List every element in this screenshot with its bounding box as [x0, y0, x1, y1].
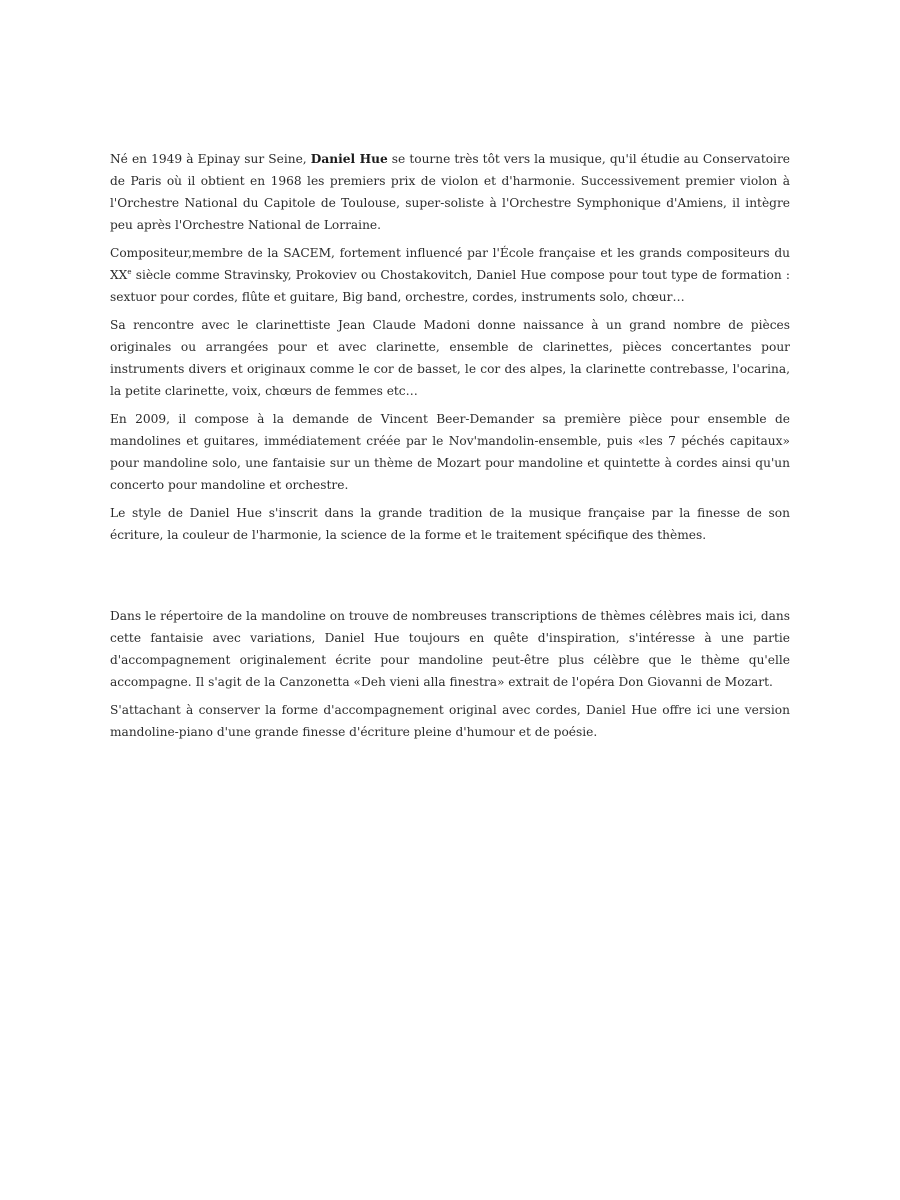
biography-career-text: se tourne très tôt vers la musique, qu'il étudie au Conservatoire de Paris où il obtient en 1968 les premiers prix de violon et d'harmonie. Successivement premier violon à l'Orchestre National du Capitole de Toulouse, super-soliste à l'Orchestre Symphonique d'Amiens, il intègre peu après l'Orchestre National de Lorraine. [110, 152, 790, 232]
biography-paragraph-3: Sa rencontre avec le clarinettiste Jean Claude Madoni donne naissance à un grand nombre de pièces originales ou arrangées pour et avec clarinette, ensemble de clarinettes, pièces concertantes pour instruments divers et originaux comme le cor de basset, le cor des alpes, la clarinette contrebasse, l'ocarina, la petite clarinette, voix, chœurs de femmes etc… [110, 318, 790, 398]
biography-intro-text: Né en 1949 à Epinay sur Seine, [110, 152, 311, 166]
biography-paragraph-2 [110, 242, 790, 308]
biography-paragraph-5: Le style de Daniel Hue s'inscrit dans la grande tradition de la musique française par la finesse de son écriture, la couleur de l'harmonie, la science de la forme et le traitement spécifique des thèmes. [110, 506, 790, 542]
century-superscript: e [127, 267, 132, 276]
biography-formations-text: siècle comme Stravinsky, Prokoviev ou Chostakovitch, Daniel Hue compose pour tout type de formation : sextuor pour cordes, flûte et guitare, Big band, orchestre, cordes, instruments solo, chœur… [110, 268, 790, 304]
composer-name: Daniel Hue [310, 152, 388, 166]
biography-influences-text: Compositeur,membre de la SACEM, fortement influencé par l'École française et les grands compositeurs du XX [110, 246, 790, 282]
work-description-paragraph-2: S'attachant à conserver la forme d'accompagnement original avec cordes, Daniel Hue offre ici une version mandoline-piano d'une grande finesse d'écriture pleine d'humour et de poésie. [110, 703, 790, 739]
biography-section [110, 148, 790, 552]
work-description-section [110, 605, 790, 749]
biography-paragraph-1 [110, 148, 790, 236]
biography-paragraph-4: En 2009, il compose à la demande de Vincent Beer-Demander sa première pièce pour ensemble de mandolines et guitares, immédiatement créée par le Nov'mandolin-ensemble, puis «les 7 péchés capitaux» pour mandoline solo, une fantaisie sur un thème de Mozart pour mandoline et quintette à cordes ainsi qu'un concerto pour mandoline et orchestre. [110, 412, 790, 492]
work-description-paragraph-1: Dans le répertoire de la mandoline on trouve de nombreuses transcriptions de thèmes célèbres mais ici, dans cette fantaisie avec variations, Daniel Hue toujours en quête d'inspiration, s'intéresse à une partie d'accompagnement originalement écrite pour mandoline peut-être plus célèbre que le thème qu'elle accompagne. Il s'agit de la Canzonetta «Deh vieni alla finestra» extrait de l'opéra Don Giovanni de Mozart. [110, 609, 790, 689]
